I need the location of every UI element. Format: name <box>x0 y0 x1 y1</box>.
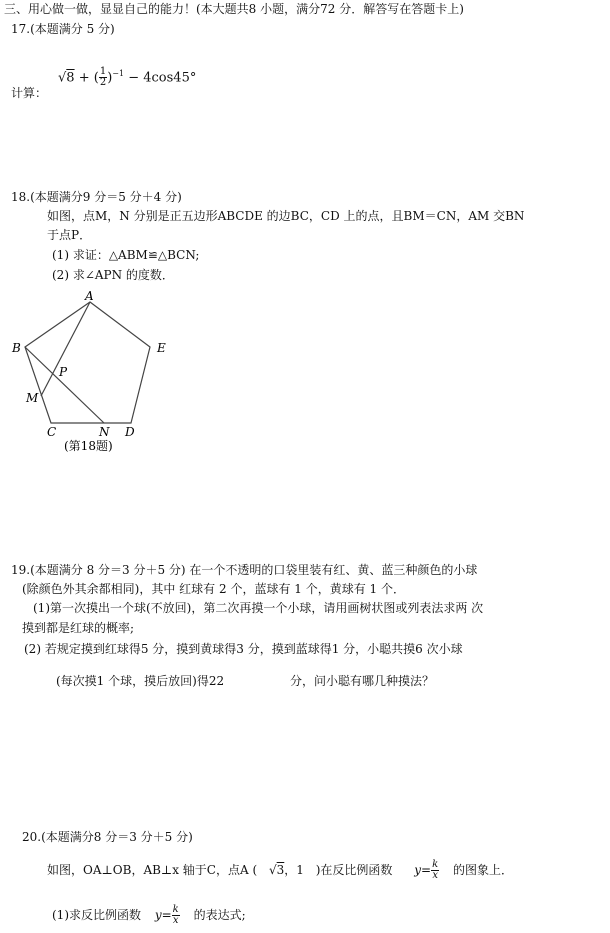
point-label-p: P <box>59 365 68 379</box>
q20-part1-func-fraction <box>172 905 180 926</box>
q20-label: 20.(本题满分8 分＝3 分＋5 分) <box>22 830 193 844</box>
q17-expression: √8 + ( $\frac{1}{2}$ )$^{-1}$ − 4cos45° <box>58 66 197 89</box>
q20-func-fraction <box>431 860 439 881</box>
point-label-m: M <box>26 391 39 405</box>
q20-line1-c: )在反比例函数 <box>315 863 393 877</box>
segment-bn <box>25 347 104 423</box>
q20-func-y: y= <box>414 863 432 877</box>
q18-line1: 如图，点M，N 分别是正五边形ABCDE 的边BC，CD 上的点，且BM＝CN，AM 交BN <box>47 209 525 223</box>
segment-am <box>41 302 90 396</box>
point-label-n: N <box>99 425 110 439</box>
q20-line1-d: 的图象上． <box>453 863 514 877</box>
figure-caption: (第18题) <box>64 439 113 453</box>
q20-part1-a: (1)求反比例函数 <box>52 908 141 922</box>
q20-func-den: x <box>432 870 438 881</box>
q17-frac-den: 2 <box>99 77 107 89</box>
vertex-label-d: D <box>125 425 135 439</box>
q18-part1: (1) 求证：△ABM≌△BCN; <box>52 248 200 262</box>
q19-line3: (1)第一次摸出一个球(不放回)，第二次再摸一个小球，请用画树状图或列表法求两 次 <box>33 601 484 615</box>
q19-line6-b: 分，问小聪有哪几种摸法？ <box>290 674 435 688</box>
q20-part1-b: 的表达式; <box>193 908 246 922</box>
q20-func-num: k <box>432 859 439 870</box>
q20-part1 <box>52 905 246 926</box>
q19-line6-a: (每次摸1 个球，摸后放回)得22 <box>56 674 225 688</box>
vertex-label-c: C <box>47 425 57 439</box>
q19-line2: (除颜色外其余都相同)，其中 红球有 2 个，蓝球有 1 个，黄球有 1 个． <box>22 582 405 596</box>
q20-part1-func-y: y= <box>154 908 172 922</box>
q20-line1-b: ，1 <box>284 863 304 877</box>
q20-sqrt-radicand: 3 <box>276 863 285 877</box>
sqrt-symbol: √ <box>58 70 67 86</box>
q17-sqrt-radicand: 8 <box>66 70 75 86</box>
q19-label-line: 19.(本题满分 8 分＝3 分＋5 分) 在一个不透明的口袋里装有红、黄、蓝三种颜色的小球 <box>11 563 478 577</box>
q17-calc-prefix: 计算： <box>11 86 48 100</box>
q17-tail: − 4cos45° <box>128 70 197 86</box>
vertex-label-b: B <box>12 341 21 355</box>
q20-part1-func-num: k <box>172 904 179 915</box>
q20-part1-func-den: x <box>172 915 179 926</box>
vertex-label-e: E <box>157 341 166 355</box>
q19-line5: (2) 若规定摸到红球得5 分，摸到黄球得3 分，摸到蓝球得1 分，小聪共摸6 次小球 <box>24 642 463 656</box>
pentagon-abcde <box>25 302 150 423</box>
vertex-label-a: A <box>85 289 94 303</box>
q18-line2: 于点P． <box>47 228 92 242</box>
q17-exponent: −1 <box>112 69 125 78</box>
q17-frac-num: 1 <box>99 66 107 78</box>
q18-label: 18.(本题满分9 分＝5 分＋4 分) <box>11 190 182 204</box>
q20-line1 <box>47 860 513 881</box>
sqrt-symbol: √ <box>268 863 277 877</box>
q20-line1-a: 如图，OA⊥OB，AB⊥x 轴于C，点A ( <box>47 863 258 877</box>
q18-part2: (2) 求∠APN 的度数． <box>52 268 174 282</box>
q17-label: 17.(本题满分 5 分) <box>11 22 115 36</box>
section-header: 三、用心做一做，显显自己的能力！(本大题共8 小题，满分72 分．解答写在答题卡上) <box>4 2 464 16</box>
q19-line4: 摸到都是红球的概率; <box>22 621 135 635</box>
